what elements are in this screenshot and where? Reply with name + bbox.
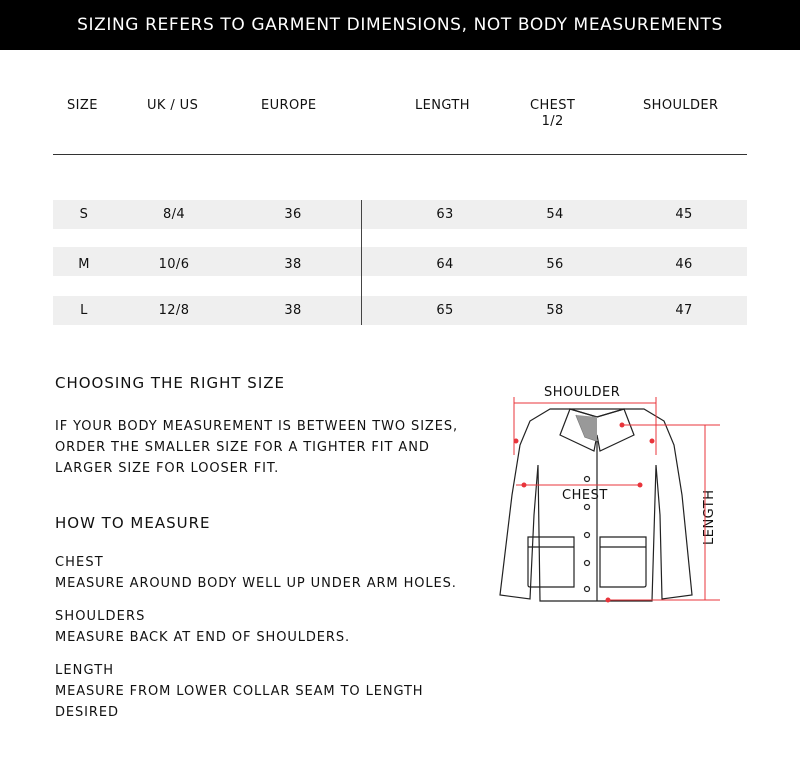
table-cell: 46	[675, 257, 693, 272]
table-cell: 47	[675, 303, 693, 318]
chest-label: CHEST	[562, 488, 608, 503]
header-europe: EUROPE	[261, 98, 317, 113]
header-length: LENGTH	[415, 98, 470, 113]
header-chest-label: CHEST	[530, 98, 576, 113]
header-uk-us: UK / US	[147, 98, 199, 113]
how-to-measure-title: HOW TO MEASURE	[55, 514, 211, 532]
chest-title: CHEST	[55, 555, 104, 570]
table-cell: 12/8	[158, 303, 190, 318]
header-chest	[530, 98, 575, 130]
length-label: LENGTH	[702, 489, 717, 545]
table-cell: 8/4	[162, 207, 186, 222]
table-cell: 56	[546, 257, 564, 272]
column-divider	[361, 200, 362, 325]
length-text: MEASURE FROM LOWER COLLAR SEAM TO LENGTH	[55, 684, 424, 699]
table-cell: 64	[436, 257, 454, 272]
header-size: SIZE	[67, 98, 98, 113]
chest-text: MEASURE AROUND BODY WELL UP UNDER ARM HOLES.	[55, 576, 457, 591]
choosing-title: CHOOSING THE RIGHT SIZE	[55, 374, 285, 392]
choosing-line: LARGER SIZE FOR LOOSER FIT.	[55, 461, 280, 476]
table-cell: 45	[675, 207, 693, 222]
table-cell: 38	[284, 303, 302, 318]
table-cell: 36	[284, 207, 302, 222]
header-divider	[53, 154, 747, 155]
sizing-banner: SIZING REFERS TO GARMENT DIMENSIONS, NOT BODY MEASUREMENTS	[0, 0, 800, 50]
header-chest-sub: 1/2	[541, 114, 564, 129]
jacket-diagram	[490, 395, 730, 615]
length-title: LENGTH	[55, 663, 115, 678]
table-cell: 38	[284, 257, 302, 272]
shoulders-text: MEASURE BACK AT END OF SHOULDERS.	[55, 630, 351, 645]
choosing-line: IF YOUR BODY MEASUREMENT IS BETWEEN TWO SIZES,	[55, 419, 459, 434]
table-cell: S	[79, 207, 89, 222]
table-cell: 10/6	[158, 257, 190, 272]
table-cell: 58	[546, 303, 564, 318]
table-cell: L	[80, 303, 88, 318]
header-shoulder: SHOULDER	[643, 98, 719, 113]
table-cell: 63	[436, 207, 454, 222]
table-cell: 65	[436, 303, 454, 318]
table-cell: 54	[546, 207, 564, 222]
shoulder-label: SHOULDER	[544, 385, 621, 400]
choosing-line: ORDER THE SMALLER SIZE FOR A TIGHTER FIT AND	[55, 440, 430, 455]
shoulders-title: SHOULDERS	[55, 609, 146, 624]
table-cell: M	[78, 257, 90, 272]
length-text-cont: DESIRED	[55, 705, 119, 720]
